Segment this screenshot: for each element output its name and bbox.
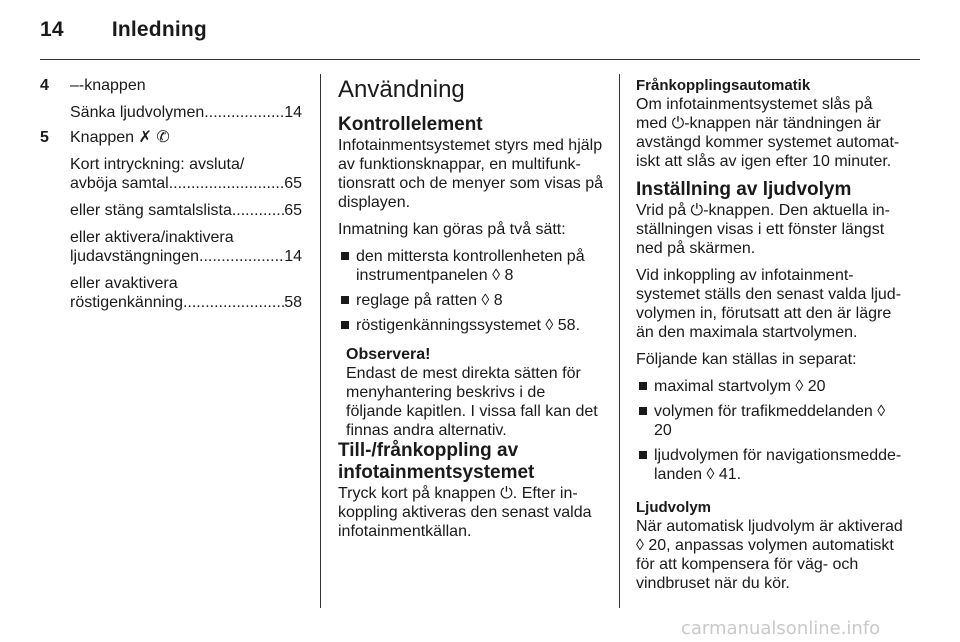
header-divider	[40, 59, 920, 60]
item-number: 5	[40, 129, 49, 146]
bullet-item: volymen för trafikmeddelanden ◊ 20	[636, 402, 906, 440]
paragraph: Vrid på ⏻-knappen. Den aktuella inställningen visas i ett fönster längst ned på skärmen.	[636, 202, 890, 257]
bullet-item: reglage på ratten ◊ 8	[338, 291, 604, 310]
note-text: Endast de mest direkta sätten för menyhantering beskrivs i de följande kapitlen. I vissa fall kan det finnas andra alternativ.	[346, 365, 598, 439]
watermark-text: carmanualsonline.info	[681, 618, 881, 639]
entry-page: 14	[284, 248, 302, 265]
bullet-item: maximal startvolym ◊ 20	[636, 377, 906, 396]
paragraph: Inmatning kan göras på två sätt:	[338, 221, 566, 238]
item-label: –-knappen	[70, 77, 146, 94]
entry-page: 14	[284, 104, 302, 121]
index-entry	[40, 201, 302, 220]
paragraph: Infotainmentsystemet styrs med hjälp av funktionsknappar, en multifunktionsratt och de menyer som visas på displayen.	[338, 137, 604, 211]
paragraph: Tryck kort på knappen ⏻. Efter inkoppling aktiveras den senast valda infotainmentkällan.	[338, 485, 592, 540]
entry-text: Sänka ljudvolymen	[70, 104, 205, 121]
column-divider-1	[320, 74, 321, 608]
entry-page: 58	[284, 294, 302, 311]
entry-pre: Kort intryckning: avsluta/	[70, 156, 245, 173]
subsection-title: Inställning av ljudvolym	[636, 179, 852, 200]
section-title: Användning	[338, 76, 465, 103]
entry-text: eller stäng samtalslista	[70, 202, 232, 219]
index-entry	[40, 155, 302, 193]
column-2	[338, 76, 604, 549]
item-4	[40, 76, 302, 95]
bullet-item: den mittersta kontrollenheten på instrumentpanelen ◊ 8	[338, 247, 604, 285]
bullet-item: röstigenkänningssystemet ◊ 58.	[338, 316, 604, 335]
bullet-item: ljudvolymen för navigationsmeddelanden ◊ 41.	[636, 446, 906, 484]
topic-title: Ljudvolym	[636, 499, 712, 516]
column-1	[40, 76, 302, 312]
entry-pre: eller avaktivera	[70, 275, 178, 292]
topic-title: Frånkopplingsautomatik	[636, 77, 811, 94]
paragraph: Vid inkoppling av infotainmentsystemet ställs den senast valda ljudvolymen in, förutsatt att den är lägre än den maximala startvolymen.	[636, 267, 902, 341]
entry-pre: eller aktivera/inaktivera	[70, 229, 234, 246]
entry-text: ljudavstängningen	[70, 248, 199, 265]
index-entry	[40, 228, 302, 266]
note-box	[338, 345, 604, 440]
note-title: Observera!	[346, 346, 431, 363]
entry-text: avböja samtal	[70, 175, 169, 192]
entry-page: 65	[284, 175, 302, 192]
paragraph: Om infotainmentsystemet slås på med ⏻-knappen när tändningen är avstängd kommer systemet automatiskt att slås av igen efter 10 minuter.	[636, 96, 900, 170]
entry-text: röstigenkänning	[70, 294, 183, 311]
index-entry	[40, 103, 302, 122]
subsection-title: Till-/frånkoppling av infotainmentsystemet	[338, 440, 535, 483]
page-title: Inledning	[111, 18, 207, 41]
item-number: 4	[40, 77, 49, 94]
item-label: Knappen ✗ ✆	[70, 129, 170, 146]
subsection-title: Kontrollelement	[338, 114, 483, 135]
item-5	[40, 128, 302, 147]
entry-page: 65	[284, 202, 302, 219]
column-3	[636, 76, 906, 601]
page-header	[40, 18, 207, 42]
paragraph: När automatisk ljudvolym är aktiverad ◊ 20, anpassas volymen automatiskt för att kompensera för väg- och vindbruset när du kör.	[636, 518, 903, 592]
index-entry	[40, 274, 302, 312]
column-divider-2	[619, 74, 620, 608]
paragraph: Följande kan ställas in separat:	[636, 351, 857, 368]
page-number: 14	[40, 18, 64, 41]
